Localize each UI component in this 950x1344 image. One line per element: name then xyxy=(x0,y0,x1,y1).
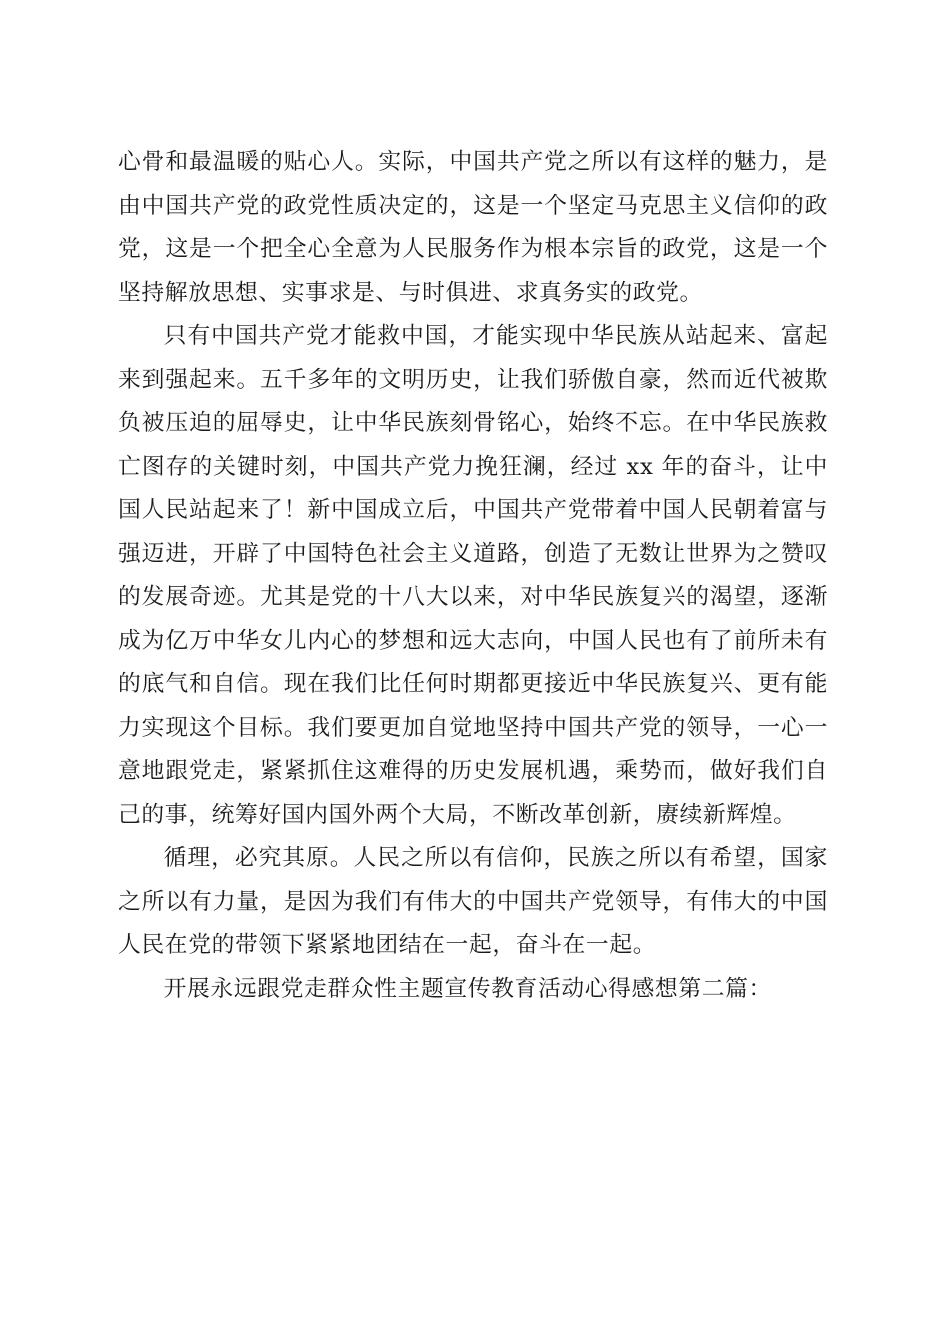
paragraph-follow-the-principle: 循理，必究其原。人民之所以有信仰，民族之所以有希望，国家之所以有力量，是因为我们有伟大的中国共产党领导，有伟大的中国人民在党的带领下紧紧地团结在一起，奋斗在一起。 xyxy=(118,845,828,958)
paragraph-continuation: 心骨和最温暖的贴心人。实际，中国共产党之所以有这样的魅力，是由中国共产党的政党性质决定的，这是一个坚定马克思主义信仰的政党，这是一个把全心全意为人民服务作为根本宗旨的政党，这是一个坚持解放思想、实事求是、与时俱进、求真务实的政党。 xyxy=(118,149,828,306)
paragraph-second-article-heading: 开展永远跟党走群众性主题宣传教育活动心得感想第二篇： xyxy=(163,975,772,1002)
document-body xyxy=(118,141,828,1011)
paragraph-party-saves-china: 只有中国共产党才能救中国，才能实现中华民族从站起来、富起来到强起来。五千多年的文明历史，让我们骄傲自豪，然而近代被欺负被压迫的屈辱史，让中华民族刻骨铭心，始终不忘。在中华民族救亡图存的关键时刻，中国共产党力挽狂澜，经过 xx 年的奋斗，让中国人民站起来了！新中国成立后，中国共产党带着中国人民朝着富与强迈进，开辟了中国特色社会主义道路，创造了无数让世界为之赞叹的发展奇迹。尤其是党的十八大以来，对中华民族复兴的渴望，逐渐成为亿万中华女儿内心的梦想和远大志向，中国人民也有了前所未有的底气和自信。现在我们比任何时期都更接近中华民族复兴、更有能力实现这个目标。我们要更加自觉地坚持中国共产党的领导，一心一意地跟党走，紧紧抓住这难得的历史发展机遇，乘势而，做好我们自己的事，统筹好国内国外两个大局，不断改革创新，赓续新辉煌。 xyxy=(118,323,828,828)
